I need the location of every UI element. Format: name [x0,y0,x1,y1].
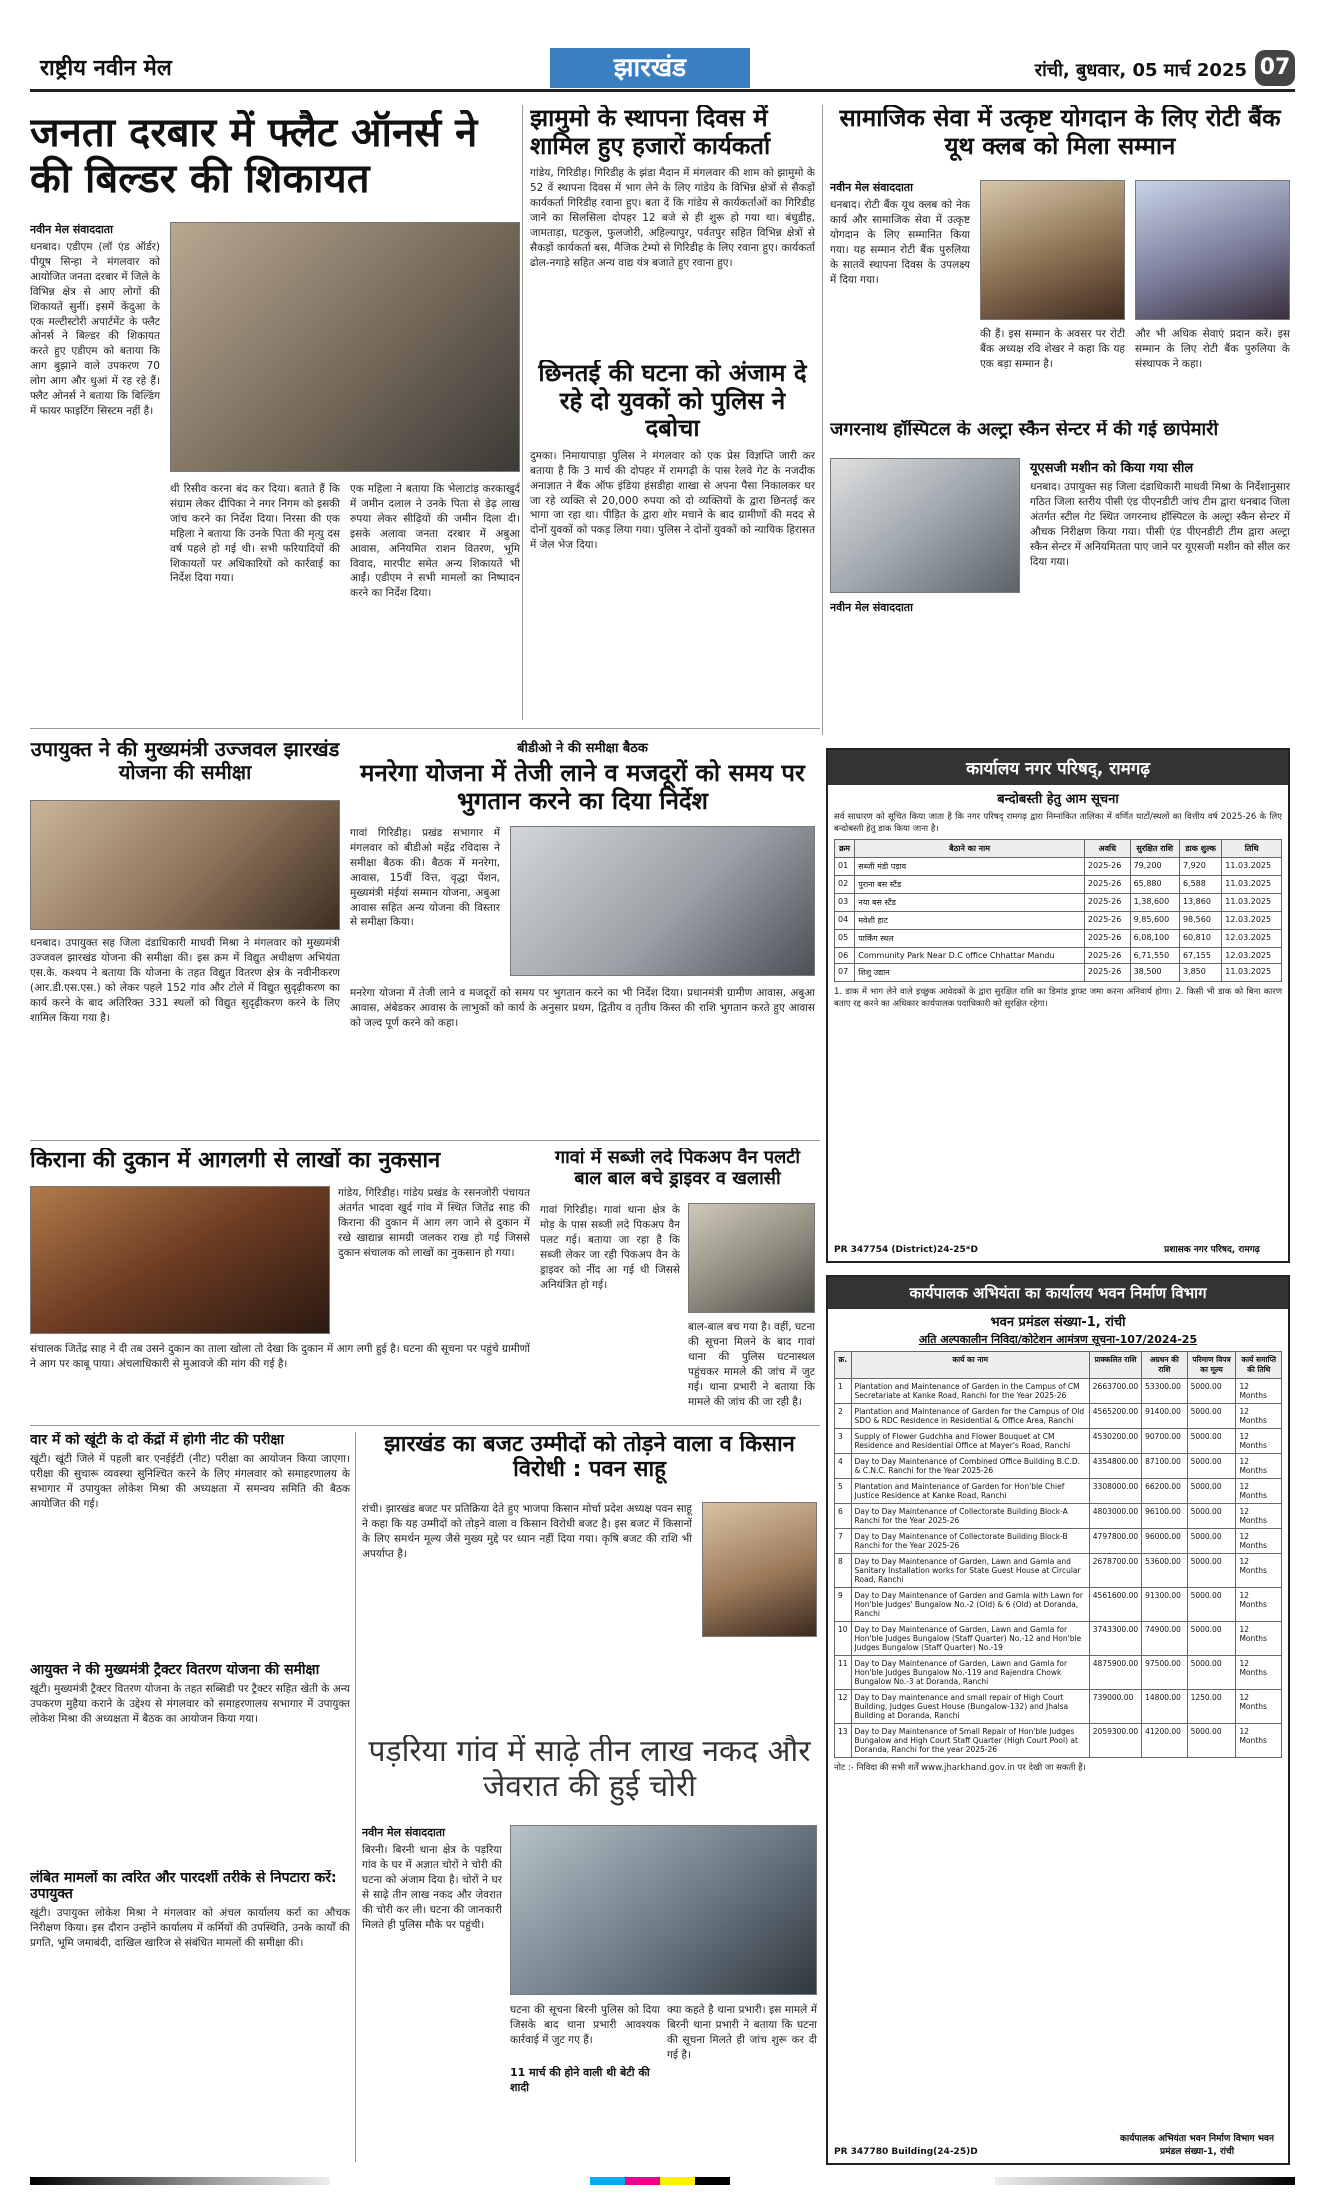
table-row [835,1622,1282,1656]
table-cell: 65,880 [1130,876,1179,894]
article-body: और भी अधिक सेवाएं प्रदान करें। इस सम्मान के लिए रोटी बैंक पुरुलिया के संस्थापक ने कहा। [1135,328,1290,370]
table-header-cell: कार्य समाप्ति की तिथि [1236,1352,1282,1379]
table-cell: 10 [835,1622,852,1656]
table-header-cell: बैठाने का नाम [855,840,1085,858]
notice-notes: 1. डाक में भाग लेने वाले इच्छुक आवेदकों के द्वारा सुरक्षित राशि का डिमांड ड्राफ्ट जमा करना अनिवार्य होगा। 2. किसी भी डाक को बिना कारण बताए रद्द करने का अधिकार कार्यपालक पदाधिकारी को सुरक्षित रहेगा। [834,987,1282,1010]
table-cell: Plantation and Maintenance of Garden in the Campus of CM Secretariate at Kanke Road, Ranchi for the Year 2025-26 [851,1379,1089,1404]
byline: नवीन मेल संवाददाता [30,223,113,236]
table-cell: 96000.00 [1142,1529,1187,1554]
table-cell: 12 Months [1236,1504,1282,1529]
meeting-photo [170,222,520,472]
table-cell: 3 [835,1429,852,1454]
table-cell: 12 Months [1236,1588,1282,1622]
byline: नवीन मेल संवाददाता [830,601,913,614]
table-row [835,858,1282,876]
table-cell: 4 [835,1454,852,1479]
kicker: 11 मार्च की होने वाली थी बेटी की शादी [510,2066,650,2094]
table-cell: Day to Day Maintenance of Collectorate Building Block-B Ranchi for the Year 2025-26 [851,1529,1089,1554]
table-cell: 2663700.00 [1089,1379,1141,1404]
table-header-cell: प्राक्कलित राशि [1089,1352,1141,1379]
table-cell: 1250.00 [1187,1690,1236,1724]
table-cell: 5000.00 [1187,1588,1236,1622]
table-cell: 5000.00 [1187,1479,1236,1504]
table-cell: Day to Day maintenance and small repair of High Court Building, Judges Guest House (Bungalow-132) and Jhalsa Building at Doranda, Ranchi [851,1690,1089,1724]
table-cell: 12.03.2025 [1222,912,1282,930]
table-cell: 12.03.2025 [1222,948,1282,964]
headline: झारखंड का बजट उम्मीदों को तोड़ने वाला व किसान विरोधी : पवन साहू [384,1432,795,1483]
table-row [835,1429,1282,1454]
table-cell: 67,155 [1179,948,1221,964]
table-cell: 01 [835,858,855,876]
table-cell: 12 Months [1236,1429,1282,1454]
notice-ramgarh [826,748,1290,1263]
table-row [835,1724,1282,1758]
headline: किराना की दुकान में आगलगी से लाखों का नुकसान [30,1148,441,1173]
table-cell: 2025-26 [1084,894,1130,912]
table-cell: 7 [835,1529,852,1554]
table-cell: 60,810 [1179,930,1221,948]
raid-photo [830,458,1020,593]
table-cell: 8 [835,1554,852,1588]
table-row [835,876,1282,894]
table-cell: 3308000.00 [1089,1479,1141,1504]
kicker: बीडीओ ने की समीक्षा बैठक [517,741,648,756]
table-cell: 12 Months [1236,1554,1282,1588]
table-cell: 79,200 [1130,858,1179,876]
notice-table [834,1351,1282,1758]
table-cell: 9,85,600 [1130,912,1179,930]
table-cell: 5 [835,1479,852,1504]
article-pending-cases [30,1870,350,2160]
table-cell: 6,08,100 [1130,930,1179,948]
table-cell: 12 Months [1236,1379,1282,1404]
accident-photo [688,1203,815,1313]
article-roti-bank [830,105,1290,410]
table-header-cell: अग्रधन की राशि [1142,1352,1187,1379]
article-body: गांडेय, गिरिडीह। गांडेय प्रखंड के रसनजोरी पंचायत अंतर्गत भादवा खुर्द गांव में स्थित जितेंद्र साह की किराना की दुकान में आग लग जाने से दुकान में रखे खाद्यान्न सामग्री जलकर राख हो गई जिससे दुकान संचालक को लाखों का नुकसान हो गया। [338,1187,530,1259]
section-label: झारखंड [550,48,750,88]
headline: पड़रिया गांव में साढ़े तीन लाख नकद और जेवरात की हुई चोरी [368,1735,811,1804]
article-neet-exam [30,1432,350,1657]
table-cell: Day to Day Maintenance of Combined Office Building B.C.D. & C.N.C. Ranchi for the Year 2025-26 [851,1454,1089,1479]
article-body: रांची। झारखंड बजट पर प्रतिक्रिया देते हुए भाजपा किसान मोर्चा प्रदेश अध्यक्ष पवन साहू ने कहा कि यह उम्मीदों को तोड़ने वाला व किसान विरोधी बजट है। इस बजट में किसानों के लिए समर्थन मूल्य जैसे मुख्य मुद्दे पर ध्यान नहीं दिया गया। कृषि बजट की राशि भी अपर्याप्त है। [362,1503,692,1560]
table-cell: 3743300.00 [1089,1622,1141,1656]
article-body: एक महिला ने बताया कि भेलाटांड़ करकाखुर्द में जमीन दलाल ने उनके पिता से डेढ़ लाख रुपया लेकर सीढ़ियों की जमीन दिला दी। इसके अलावा जनता दरबार में अबुआ आवास, अनियमित राशन वितरण, भूमि विवाद, मारपीट समेत अन्य शिकायतें भी आईं। एडीएम ने सभी मामलों का निष्पादन करने का निर्देश दिया। [350,483,520,600]
table-cell: 2678700.00 [1089,1554,1141,1588]
review-photo [30,800,340,930]
table-cell: 14800.00 [1142,1690,1187,1724]
table-cell: 5000.00 [1187,1724,1236,1758]
table-cell: 4561600.00 [1089,1588,1141,1622]
kicker: यूएसजी मशीन को किया गया सील [1030,461,1194,476]
table-cell: Day to Day Maintenance of Garden and Gamla with Lawn for Hon'ble Judges' Bungalow No.-2 (Old) & 6 (Old) at Doranda, Ranchi [851,1588,1089,1622]
headline: झामुमो के स्थापना दिवस में शामिल हुए हजारों कार्यकर्ता [530,105,771,160]
table-cell: सब्जी मंडी पड़ाव [855,858,1085,876]
article-body: गांडेय, गिरिडीह। गिरिडीह के झंडा मैदान में मंगलवार की शाम को झामुमो के 52 वें स्थापना दिवस में भाग लेने के लिए गांडेय के विभिन्न क्षेत्रों से सैकड़ों कार्यकर्ता गिरिडीह रवाना हुए। बता दें कि गांडेय से कार्यकर्ताओं का गिरिडीह जाने का सिलसिला दोपहर 12 बजे से ही शुरू हो गया था। बंधुडीह, जामताड़ा, घटकुल, फुलजोरी, अहिल्यापुर, पर्वतपुर सहित विभिन्न क्षेत्रों से सैकड़ों कार्यकर्ता बस, मैजिक टेम्पो से गिरिडीह के लिए रवाना हुए। कार्यकर्ता ढोल-नगाड़े सहित अन्य वाद्य यंत्र बजाते हुए रवाना हुए। [530,167,815,269]
table-cell: 97500.00 [1142,1656,1187,1690]
table-cell: 2025-26 [1084,912,1130,930]
table-cell: 11.03.2025 [1222,894,1282,912]
masthead [30,42,1295,92]
table-cell: 5000.00 [1187,1622,1236,1656]
table-cell: 13,860 [1179,894,1221,912]
table-cell: 53300.00 [1142,1379,1187,1404]
notice-header: कार्यपालक अभियंता का कार्यालय भवन निर्माण विभाग [828,1277,1288,1309]
table-cell: पुराना बस स्टैंड [855,876,1085,894]
table-cell: 91400.00 [1142,1404,1187,1429]
notice-signature: कार्यपालक अभियंता भवन निर्माण विभाग भवन प्रमंडल संख्या-1, रांची [1119,2134,1275,2157]
article-body: धनबाद। रोटी बैंक यूथ क्लब को नेक कार्य और सामाजिक सेवा में उत्कृष्ट योगदान के लिए सम्मानित किया गया। यह सम्मान रोटी बैंक पुरुलिया के सातवें स्थापना दिवस के उपलक्ष्य में दिया गया। [830,199,970,286]
table-cell: 12 Months [1236,1404,1282,1429]
table-cell: 2 [835,1404,852,1429]
table-cell: 87100.00 [1142,1454,1187,1479]
table-cell: 1 [835,1379,852,1404]
headline: सामाजिक सेवा में उत्कृष्ट योगदान के लिए रोटी बैंक यूथ क्लब को मिला सम्मान [839,105,1281,160]
article-jmm [530,105,815,350]
table-row [835,1656,1282,1690]
table-row [835,912,1282,930]
headline: गावां में सब्जी लदे पिकअप वैन पलटी बाल बाल बचे ड्राइवर व खलासी [554,1148,801,1189]
table-cell: 5000.00 [1187,1554,1236,1588]
table-cell: Day to Day Maintenance of Collectorate Building Block-A Ranchi for the Year 2025-26 [851,1504,1089,1529]
table-header-cell: क्र. [835,1352,852,1379]
table-cell: 2025-26 [1084,930,1130,948]
table-cell: 91300.00 [1142,1588,1187,1622]
notice-subheader: भवन प्रमंडल संख्या-1, रांची [990,1315,1126,1330]
table-cell: 66200.00 [1142,1479,1187,1504]
table-cell: Day to Day Maintenance of Garden, Lawn and Gamla and Sanitary Installation works for State Guest House at Circular Road, Ranchi [851,1554,1089,1588]
article-snatching [530,360,815,725]
article-body: गावां गिरिडीह। प्रखंड सभागार में मंगलवार को बीडीओ महेंद्र रविदास ने समीक्षा बैठक की। बैठक में मनरेगा, आवास, 15वीं वित्त, वृद्धा पेंशन, मुख्यमंत्री मंईयां सम्मान योजना, अबुआ आवास सहित अन्य योजना की विस्तार से समीक्षा किया। [350,827,500,929]
award-photo-2 [1135,180,1290,320]
table-cell: 6,588 [1179,876,1221,894]
headline: मनरेगा योजना में तेजी लाने व मजदूरों को समय पर भुगतान करने का दिया निर्देश [360,759,805,815]
table-cell: 2025-26 [1084,948,1130,964]
table-cell: 2025-26 [1084,858,1130,876]
table-cell: Day to Day Maintenance of Small Repair of Hon'ble Judges Bungalow and High Court Staff Quarter (High Court Pool) at Doranda, Ranchi for the year 2025-26 [851,1724,1089,1758]
table-cell: 53600.00 [1142,1554,1187,1588]
table-cell: 11.03.2025 [1222,858,1282,876]
article-ujjwal-jharkhand [30,738,340,1133]
headline: जनता दरबार में फ्लैट ऑनर्स ने की बिल्डर की शिकायत [30,110,478,202]
table-row [835,964,1282,982]
table-cell: नया बस स्टैंड [855,894,1085,912]
table-cell: 3,850 [1179,964,1221,982]
headline: उपायुक्त ने की मुख्यमंत्री उज्जवल झारखंड योजना की समीक्षा [30,738,340,784]
table-cell: 13 [835,1724,852,1758]
article-body: बिरनी। बिरनी थाना क्षेत्र के पड़रिया गांव के घर में अज्ञात चोरों ने चोरी की घटना को अंजाम दिया है। चोरों ने घर से साढ़े तीन लाख नकद और जेवरात की चोरी कर ली। घटना की जानकारी मिलते ही पुलिस मौके पर पहुंची। [362,1844,502,1931]
theft-photo [510,1825,817,1995]
table-cell: 12 Months [1236,1479,1282,1504]
article-shop-fire [30,1148,530,1418]
notice-subheader: बन्दोबस्ती हेतु आम सूचना [997,792,1119,807]
article-budget-reaction [362,1432,817,1727]
pawan-sahu-photo [702,1502,817,1637]
table-cell: 04 [835,912,855,930]
table-row [835,1404,1282,1429]
byline: नवीन मेल संवाददाता [362,1826,445,1839]
table-row [835,894,1282,912]
table-cell: 12 Months [1236,1656,1282,1690]
notice-signature: प्रशासक नगर परिषद, रामगढ़ [1164,1245,1260,1255]
table-cell: 739000.00 [1089,1690,1141,1724]
notice-table [834,839,1282,982]
table-cell: 5000.00 [1187,1429,1236,1454]
table-row [835,948,1282,964]
table-row [835,1690,1282,1724]
notice-subheader-2: अति अल्पकालीन निविदा/कोटेशन आमंत्रण सूचना-107/2024-25 [918,1333,1198,1346]
table-cell: 12 Months [1236,1690,1282,1724]
headline: जगरनाथ हॉस्पिटल के अल्ट्रा स्कैन सेन्टर में की गई छापेमारी [830,420,1219,440]
table-header-cell: डाक शुल्क [1179,840,1221,858]
table-row [835,1588,1282,1622]
table-cell: 02 [835,876,855,894]
article-body: खूंटी। खूंटी जिले में पहली बार एनईईटी (नीट) परीक्षा का आयोजन किया जाएगा। परीक्षा की सुचारू व्यवस्था सुनिश्चित करने के लिए मंगलवार को समाहरणालय के सभागार में उपायुक्त लोकेश मिश्रा की अध्यक्षता में समन्वय समिति की बैठक आयोजित की गई। [30,1453,350,1510]
table-cell: 5000.00 [1187,1379,1236,1404]
table-cell: 6 [835,1504,852,1529]
article-body: गावां गिरिडीह। गावां थाना क्षेत्र के मोड़ के पास सब्जी लदे पिकअप वैन पलट गई। बताया जा रहा है कि सब्जी लेकर जा रही पिकअप वैन के ड्राइवर को नींद आ गई थी जिससे अनियंत्रित हो गई। [540,1204,680,1291]
table-cell: 4803000.00 [1089,1504,1141,1529]
table-row [835,930,1282,948]
headline: लंबित मामलों का त्वरित और पारदर्शी तरीके से निपटारा करें: उपायुक्त [30,1870,337,1903]
table-cell: 05 [835,930,855,948]
table-cell: 74900.00 [1142,1622,1187,1656]
table-row [835,1479,1282,1504]
table-cell: 12 Months [1236,1724,1282,1758]
table-cell: 11.03.2025 [1222,876,1282,894]
fire-photo [30,1186,330,1334]
article-hospital-raid [830,420,1290,735]
article-body: धनबाद। उपायुक्त सह जिला दंडाधिकारी माधवी मिश्रा के निर्देशानुसार गठित जिला स्तरीय पीसी एंड पीएनडीटी जांच टीम द्वारा धनबाद जिला अंतर्गत स्टील गेट स्थित जगरनाथ हॉस्पिटल के अल्ट्रा स्कैन सेन्टर में औचक निरीक्षण किया गया। पीसी एंड पीएनडीटी टीम द्वारा अल्ट्रा स्कैन सेन्टर में अनियमितता पाए जाने पर यूएसजी मशीन को सील कर दिया गया। [1030,481,1290,568]
article-mgnrega [350,738,815,1133]
table-cell: 6,71,550 [1130,948,1179,964]
table-row [835,1454,1282,1479]
table-cell: 1,38,600 [1130,894,1179,912]
headline: आयुक्त ने की मुख्यमंत्री ट्रैक्टर वितरण योजना की समीक्षा [30,1662,320,1678]
table-cell: 98,560 [1179,912,1221,930]
table-cell: 9 [835,1588,852,1622]
table-cell: 4530200.00 [1089,1429,1141,1454]
table-cell: 5000.00 [1187,1504,1236,1529]
article-body: दुमका। निमायापाड़ा पुलिस ने मंगलवार को एक प्रेस विज्ञप्ति जारी कर बताया है कि 3 मार्च की दोपहर में रामगढ़ी के पास रेलवे गेट के नजदीक अनाज्ञात ने बैंक ऑफ इंडिया हंसडीहा शाखा से अपना पैसा निकालकर घर जा रहे व्यक्ति से 20,000 रुपया को दो व्यक्तियों के द्वारा छिनतई कर भागा जा रहा था। पीड़ित के द्वारा शोर मचाने के बाद ग्रामीणों की मदद से दोनों युवकों को पकड़ लिया गया। पुलिस ने दोनों युवकों को न्यायिक हिरासत में जेल भेज दिया। [530,449,815,552]
table-header-cell: तिथि [1222,840,1282,858]
table-cell: 12 Months [1236,1622,1282,1656]
award-photo-1 [980,180,1125,320]
article-body: खूंटी। मुख्यमंत्री ट्रैक्टर वितरण योजना के तहत सब्सिडी पर ट्रैक्टर सहित खेती के अन्य उपकरण मुहैया कराने के उद्देश्य से मंगलवार को समाहरणालय सभागार में उपायुक्त लोकेश मिश्रा की अध्यक्षता में बैठक का आयोजन किया गया। [30,1683,350,1725]
table-cell: 06 [835,948,855,964]
table-cell: 4875900.00 [1089,1656,1141,1690]
byline: नवीन मेल संवाददाता [830,181,913,194]
table-cell: 4565200.00 [1089,1404,1141,1429]
table-row [835,1554,1282,1588]
table-cell: 41200.00 [1142,1724,1187,1758]
table-cell: 5000.00 [1187,1656,1236,1690]
table-cell: 38,500 [1130,964,1179,982]
article-body: घटना की सूचना बिरनी पुलिस को दिया जिसके बाद थाना प्रभारी आवश्यक कार्रवाई में जुट गए हैं। [510,2004,660,2046]
table-header-cell: क्रम [835,840,855,858]
article-body: खूंटी। उपायुक्त लोकेश मिश्रा ने मंगलवार को अंचल कार्यालय कर्रा का औचक निरीक्षण किया। इस दौरान उन्होंने कार्यालय में कर्मियों की उपस्थिति, उनके कार्यों की प्रगति, भूमि जमाबंदी, दाखिल खारिज से संबंधित मामलों की समीक्षा की। [30,1907,350,1949]
table-cell: 11.03.2025 [1222,964,1282,982]
newspaper-logo: राष्ट्रीय नवीन मेल [40,55,172,81]
table-cell: 4354800.00 [1089,1454,1141,1479]
table-cell: Day to Day Maintenance of Garden, Lawn and Gamla for Hon'ble Judges Bungalow No.-119 and Rajendra Chowk Bungalow No.-3 at Doranda, Ranchi [851,1656,1089,1690]
article-theft [362,1735,817,2160]
table-cell: 12 [835,1690,852,1724]
notice-header: कार्यालय नगर परिषद्, रामगढ़ [828,750,1288,785]
table-cell: 96100.00 [1142,1504,1187,1529]
table-cell: 11 [835,1656,852,1690]
article-body: धनबाद। एडीएम (लॉ एंड ऑर्डर) पीयूष सिन्हा ने मंगलवार को आयोजित जनता दरबार में जिले के विभिन्न क्षेत्र से आए लोगों की शिकायतें सुनीं। इसमें केंदुआ के एक मल्टीस्टोरी अपार्टमेंट के फ्लैट ओनर्स ने बिल्डर की शिकायत करते हुए एडीएम को बताया कि आग बुझाने वाले उपकरण 70 लोग आग और धुआं में रह रहे हैं। फ्लैट ओनर्स ने बताया कि बिल्डिंग में फायर फाइटिंग सिस्टम नहीं है। [30,241,160,417]
table-cell: 2025-26 [1084,964,1130,982]
table-cell: 07 [835,964,855,982]
dateline: रांची, बुधवार, 05 मार्च 2025 [1034,60,1247,81]
table-cell: Plantation and Maintenance of Garden for Hon'ble Chief Justice Residence at Kanke Road, Ranchi [851,1479,1089,1504]
headline: वार में को खूंटी के दो केंद्रों में होगी नीट की परीक्षा [30,1432,284,1448]
table-cell: 2059300.00 [1089,1724,1141,1758]
table-cell: 90700.00 [1142,1429,1187,1454]
table-cell: 5000.00 [1187,1404,1236,1429]
article-body: की हैं। इस सम्मान के अवसर पर रोटी बैंक अध्यक्ष रवि शेखर ने कहा कि यह एक बड़ा सम्मान है। [980,328,1125,370]
table-cell: 12 Months [1236,1529,1282,1554]
table-cell: Supply of Flower Gudchha and Flower Bouquet at CM Residence and Residential Office at Mayer's Road, Ranchi [851,1429,1089,1454]
pr-number: PR 347754 (District)24-25*D [834,1245,978,1255]
table-cell: 7,920 [1179,858,1221,876]
article-tractor-scheme [30,1662,350,1862]
table-header-cell: कार्य का नाम [851,1352,1089,1379]
table-row [835,1529,1282,1554]
table-cell: 5000.00 [1187,1454,1236,1479]
notice-building-dept [826,1275,1290,2165]
page-number: 07 [1255,50,1295,86]
table-cell: Day to Day Maintenance of Garden, Lawn and Gamla for Hon'ble Judges Bungalow (Staff Quarter) No.-12 and Hon'ble Judges Bungalow (Staff Quarter) No.-19 [851,1622,1089,1656]
article-body: संचालक जितेंद्र साह ने दी तब उसने दुकान का ताला खोला तो देखा कि दुकान में आग लगी हुई है। घटना की सूचना पर पहुंचे ग्रामीणों ने आग पर काबू पाया। अंचलाधिकारी से मुआवजे की मांग की गई है। [30,1343,530,1370]
table-row [835,1504,1282,1529]
article-body: धनबाद। उपायुक्त सह जिला दंडाधिकारी माधवी मिश्रा ने मंगलवार को मुख्यमंत्री उज्जवल झारखंड योजना की समीक्षा की। इस क्रम में विद्युत अधीक्षण अभियंता एस.के. कश्यप ने बताया कि योजना के तहत विद्युत वितरण क्षेत्र के नवीनीकरण (आर.डी.एस.एस.) को लेकर पहले 152 गांव और टोले में विद्युत सुदृढ़ीकरण का कार्य करने के बाद अतिरिक्त 331 स्थलों को विद्युत सुदृढ़ीकरण करने के लिए शामिल किया गया है। [30,937,340,1024]
table-header-cell: परिमाण विपत्र का मूल्य [1187,1352,1236,1379]
table-cell: 4797800.00 [1089,1529,1141,1554]
article-body: क्या कहते है थाना प्रभारी। इस मामले में बिरनी थाना प्रभारी ने बताया कि घटना की सूचना मिलते ही जांच शुरू कर दी गई है। [667,2004,817,2061]
table-cell: शिशु उद्यान [855,964,1085,982]
headline: छिनतई की घटना को अंजाम दे रहे दो युवकों को पुलिस ने दबोचा [538,360,807,443]
table-header-cell: सुरक्षित राशि [1130,840,1179,858]
article-pickup-overturn [540,1148,815,1418]
table-header-cell: अवधि [1084,840,1130,858]
table-row [835,1379,1282,1404]
table-cell: 03 [835,894,855,912]
table-cell: मवेशी हाट [855,912,1085,930]
table-cell: 12 Months [1236,1454,1282,1479]
print-registration-bar [30,2172,1295,2190]
table-cell: 12.03.2025 [1222,930,1282,948]
table-cell: 2025-26 [1084,876,1130,894]
article-body: थी रिसीव करना बंद कर दिया। बताते हैं कि संग्राम लेकर दीपिका ने नगर निगम को इसकी जांच करने का निर्देश दिया। निरसा की एक महिला ने बताया कि उनके पिता की मृत्यु दस वर्ष पहले हो गई थी। सभी फरियादियों की शिकायतों पर अधिकारियों को कार्रवाई का निर्देश दिया गया। [170,483,340,585]
article-body: बाल-बाल बच गया है। वहीं, घटना की सूचना मिलने के बाद गावां थाना की पुलिस घटनास्थल पहुंचकर मामले की जांच में जुट गई। थाना प्रभारी ने बताया कि मामले की जांच की जा रही है। [688,1321,815,1408]
notice-website: नोट :- निविदा की सभी शर्तें www.jharkhand.gov.in पर देखी जा सकती हैं। [834,1763,1086,1773]
table-cell: 5000.00 [1187,1529,1236,1554]
pr-number: PR 347780 Building(24-25)D [834,2147,978,2157]
table-cell: Plantation and Maintenance of Garden for the Campus of Old SDO & RDC Residence in Residential & Office Area, Ranchi [851,1404,1089,1429]
bdo-meeting-photo [510,826,815,976]
article-flat-owners [30,110,520,730]
article-body: मनरेगा योजना में तेजी लाने व मजदूरों को समय पर भुगतान करने का भी निर्देश दिया। प्रधानमंत्री ग्रामीण आवास, अबुआ आवास, अंबेडकर आवास के लाभुकों को कार्य के अनुसार प्रथम, द्वितीय व तृतीय किस्त की राशि भुगतान करते हुए आवास को जल्द पूर्ण करने को कहा। [350,987,815,1029]
table-cell: Community Park Near D.C office Chhattar Mandu [855,948,1085,964]
table-cell: पार्किंग स्थल [855,930,1085,948]
notice-intro: सर्व साधारण को सूचित किया जाता है कि नगर परिषद् रामगढ़ द्वारा निम्नांकित तालिका में वर्णित घाटों/स्थलों का वित्तीय वर्ष 2025-26 के लिए बन्दोबस्ती हेतु डाक किया जाना है। [834,812,1282,835]
